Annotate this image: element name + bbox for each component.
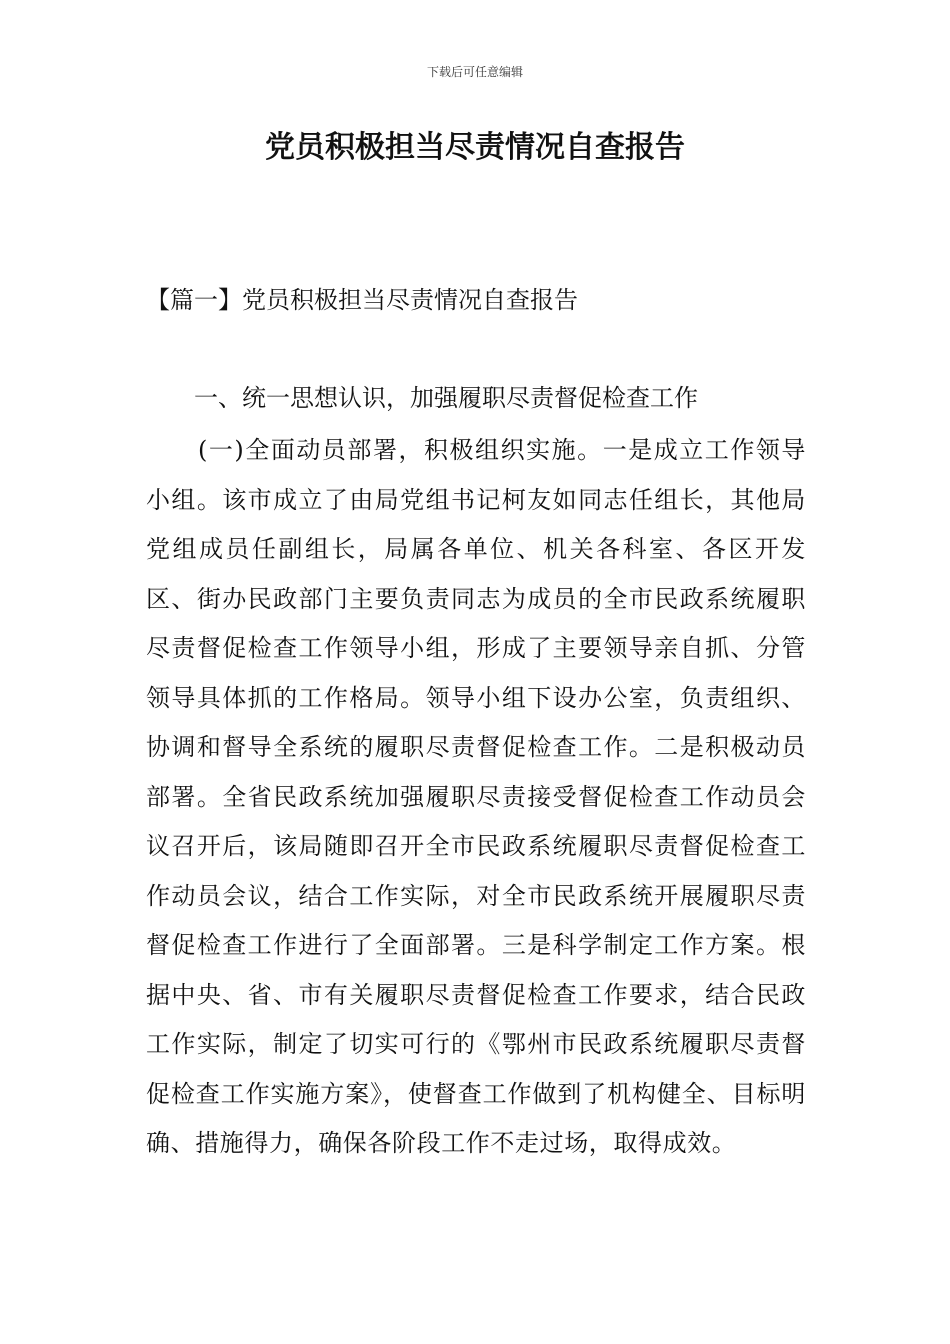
section-heading: 一、统一思想认识，加强履职尽责督促检查工作: [194, 384, 698, 412]
header-note: 下载后可任意编辑: [426, 65, 523, 79]
article-heading: 【篇一】党员积极担当尽责情况自查报告: [146, 286, 578, 314]
document-title: 党员积极担当尽责情况自查报告: [265, 130, 685, 165]
body-paragraph: (一)全面动员部署，积极组织实施。一是成立工作领导小组。该市成立了由局党组书记柯友如同志任组长，其他局党组成员任副组长，局属各单位、机关各科室、各区开发区、街办民政部门主要负责同志为成员的全市民政系统履职尽责督促检查工作领导小组，形成了主要领导亲自抓、分管领导具体抓的工作格局。领导小组下设办公室，负责组织、协调和督导全系统的履职尽责督促检查工作。二是积极动员部署。全省民政系统加强履职尽责接受督促检查工作动员会议召开后，该局随即召开全市民政系统履职尽责督促检查工作动员会议，结合工作实际，对全市民政系统开展履职尽责督促检查工作进行了全面部署。三是科学制定工作方案。根据中央、省、市有关履职尽责督促检查工作要求，结合民政工作实际，制定了切实可行的《鄂州市民政系统履职尽责督促检查工作实施方案》，使督查工作做到了机构健全、目标明确、措施得力，确保各阶段工作不走过场，取得成效。: [146, 436, 806, 1157]
